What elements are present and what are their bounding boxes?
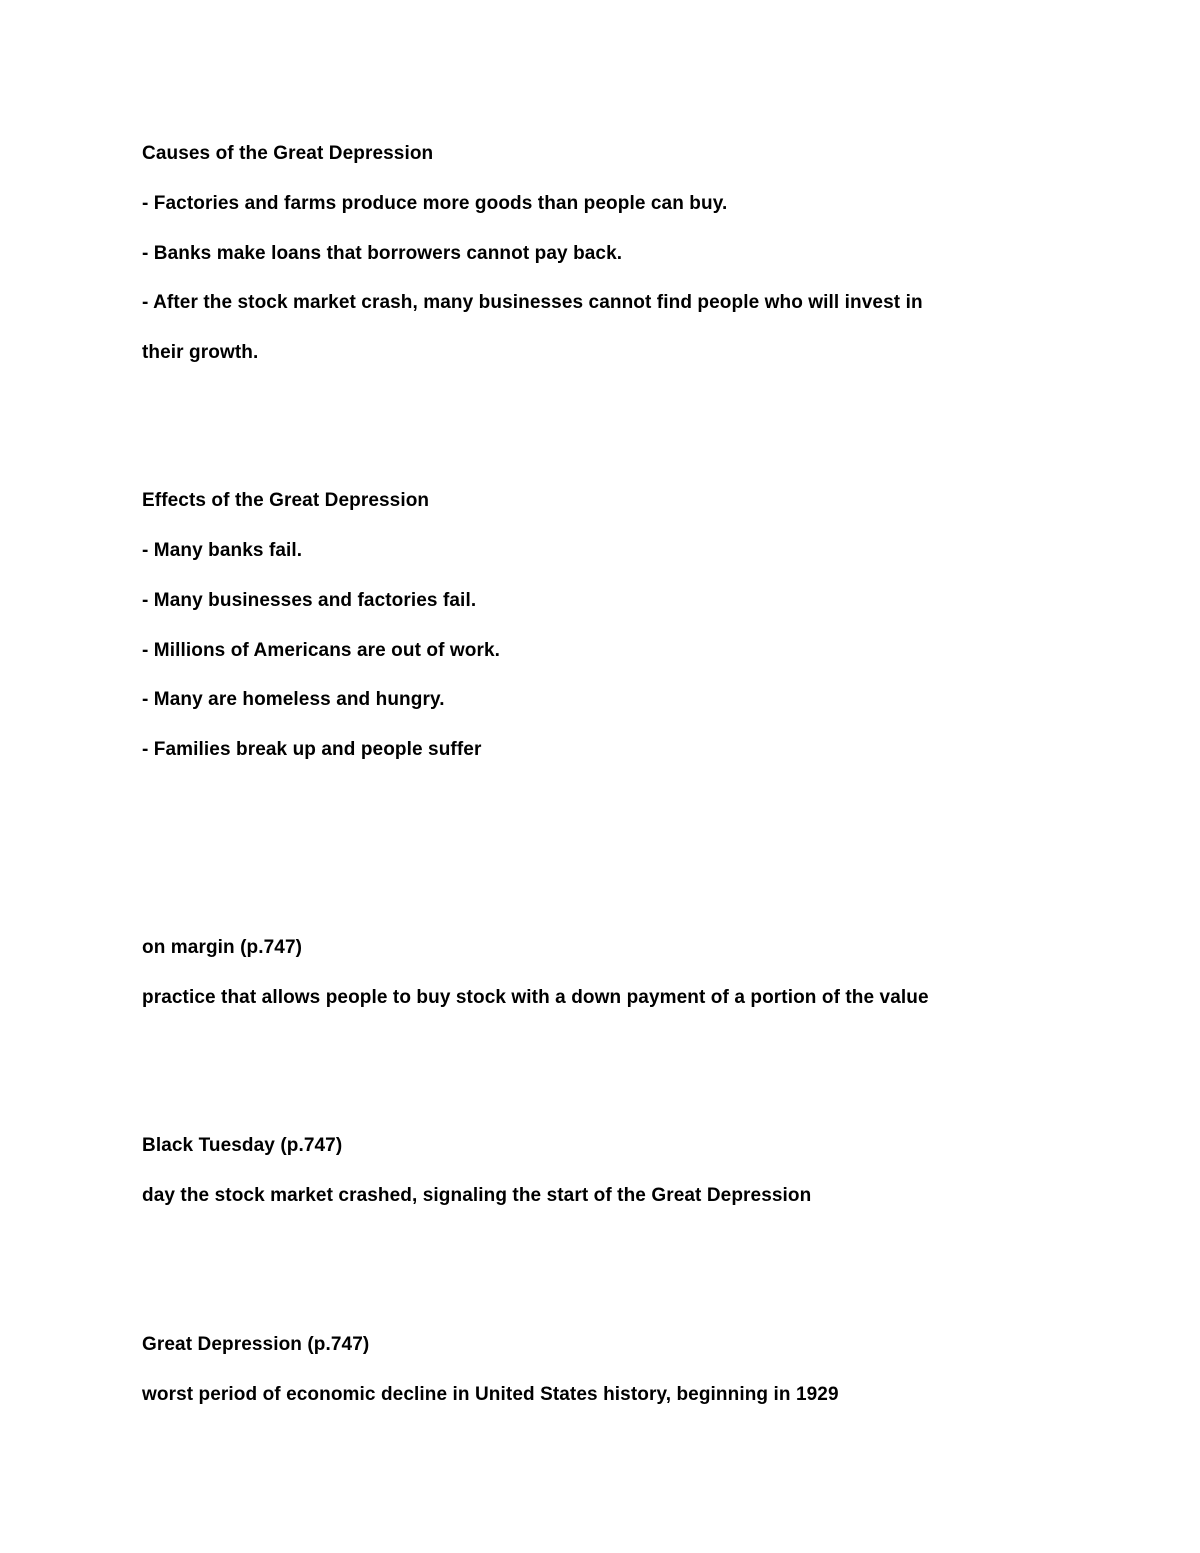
term-title: Great Depression (p.747)	[142, 1334, 370, 1355]
effects-item: - Many businesses and factories fail.	[142, 590, 477, 611]
effects-item: - Many are homeless and hungry.	[142, 689, 445, 710]
causes-item: - Banks make loans that borrowers cannot pay back.	[142, 243, 623, 264]
causes-heading: Causes of the Great Depression	[142, 143, 434, 164]
term-definition: worst period of economic decline in United States history, beginning in 1929	[142, 1384, 839, 1405]
causes-item: - Factories and farms produce more goods than people can buy.	[142, 193, 728, 214]
effects-item: - Families break up and people suffer	[142, 739, 482, 760]
causes-item-continuation: their growth.	[142, 342, 259, 363]
effects-item: - Many banks fail.	[142, 540, 303, 561]
term-definition: practice that allows people to buy stock with a down payment of a portion of the value	[142, 987, 929, 1008]
effects-item: - Millions of Americans are out of work.	[142, 640, 501, 661]
effects-heading: Effects of the Great Depression	[142, 490, 430, 511]
causes-item: - After the stock market crash, many businesses cannot find people who will invest in	[142, 292, 923, 313]
term-title: Black Tuesday (p.747)	[142, 1135, 343, 1156]
term-title: on margin (p.747)	[142, 937, 303, 958]
term-definition: day the stock market crashed, signaling the start of the Great Depression	[142, 1185, 812, 1206]
